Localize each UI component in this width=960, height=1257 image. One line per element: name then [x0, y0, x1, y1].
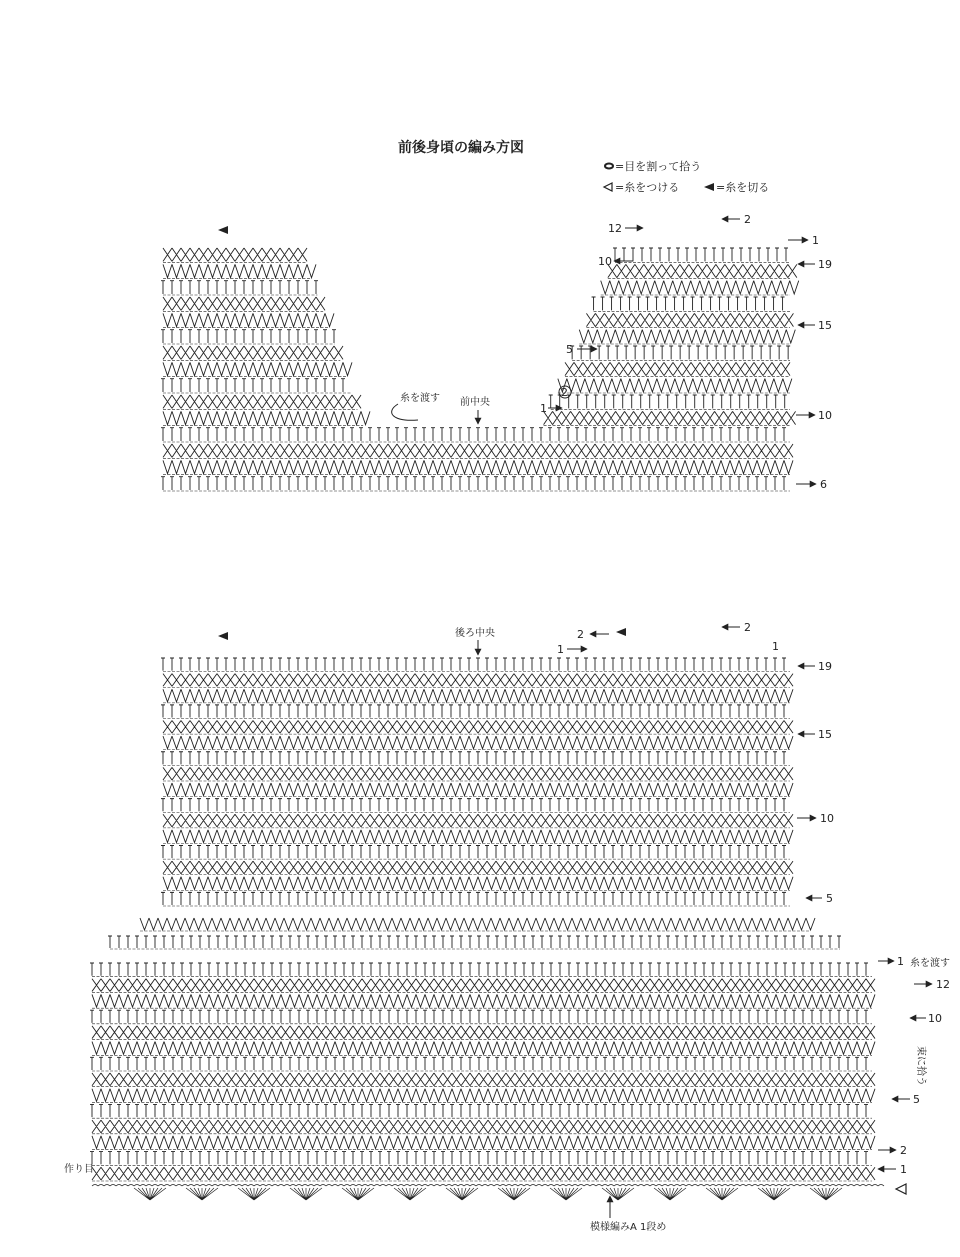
legend-split-stitch: =目を割って拾う: [615, 160, 702, 173]
back-top-left-1: 1: [557, 643, 564, 656]
front-carry-yarn-curve: [392, 404, 418, 420]
back-top-right-2: 2: [744, 621, 751, 634]
front-top-marker: 2: [744, 213, 751, 226]
back-row-1-bottom: 1: [900, 1163, 907, 1176]
back-row-2: 2: [900, 1144, 907, 1157]
back-carry-yarn-label: 糸を渡す: [910, 958, 950, 969]
front-row-19-label: 19: [818, 258, 832, 271]
back-row-5-upper: 5: [826, 892, 833, 905]
front-join-1: 1: [540, 402, 547, 415]
legend: [604, 159, 769, 194]
back-row-10-upper: 10: [820, 812, 834, 825]
front-row-10r-label: 10: [818, 409, 832, 422]
cut-yarn-icon: [704, 183, 714, 191]
back-row-15: 15: [818, 728, 832, 741]
legend-attach-yarn: =糸をつける: [615, 181, 680, 194]
front-cut-yarn-icon: [218, 226, 228, 234]
front-row-10-label: 10: [598, 255, 612, 268]
back-cut-yarn-icon-left: [218, 632, 228, 640]
front-row-1-label: 1: [812, 234, 819, 247]
back-pattern-label: 模様編みA 1段め: [590, 1222, 667, 1233]
back-cut-yarn-icon-right: [616, 628, 626, 636]
diagram-title: 前後身頃の編み方図: [398, 140, 524, 156]
back-top-left-2: 2: [577, 628, 584, 641]
back-row-10-lower: 10: [928, 1012, 942, 1025]
back-bundle-pickup-label: 束に拾う: [915, 1046, 926, 1086]
front-row-12-label: 12: [608, 222, 622, 235]
front-carry-yarn-label: 糸を渡す: [400, 393, 440, 404]
front-row-15-label: 15: [818, 319, 832, 332]
back-row-12: 12: [936, 978, 950, 991]
back-row-19: 19: [818, 660, 832, 673]
front-join-2: 2: [561, 386, 568, 399]
back-attach-yarn-icon: [896, 1184, 906, 1194]
split-stitch-icon: [605, 164, 613, 169]
back-row-1-lower: 1: [897, 955, 904, 968]
front-bodice-chart: [161, 248, 799, 491]
back-center-label: 後ろ中央: [455, 628, 495, 639]
front-row-6-label: 6: [820, 478, 827, 491]
front-row-5-label: 5: [566, 343, 573, 356]
back-row-1-upper: 1: [772, 640, 779, 653]
back-row-5-lower: 5: [913, 1093, 920, 1106]
back-chain-label: 作り目: [64, 1164, 94, 1175]
legend-cut-yarn: =糸を切る: [716, 181, 770, 194]
back-bodice-chart: [90, 658, 884, 1200]
front-center-label: 前中央: [460, 397, 490, 408]
attach-yarn-icon: [604, 183, 612, 191]
